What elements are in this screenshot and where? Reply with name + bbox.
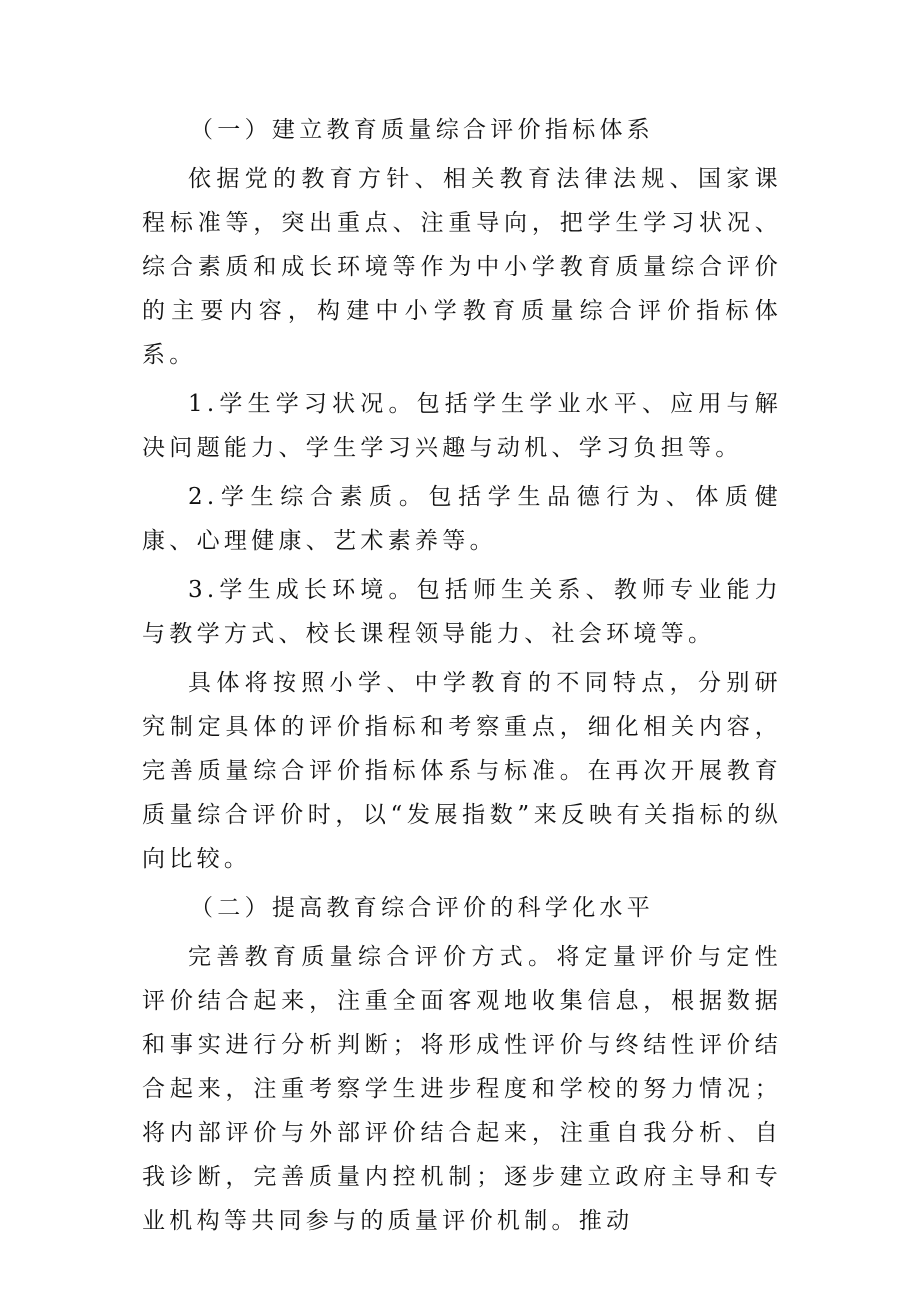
- paragraph-1: 依据党的教育方针、相关教育法律法规、国家课程标准等，突出重点、注重导向，把学生学习状况、综合素质和成长环境等作为中小学教育质量综合评价的主要内容，构建中小学教育质量综合评价指标体系。: [142, 166, 782, 368]
- paragraph-3: 完善教育质量综合评价方式。将定量评价与定性评价结合起来，注重全面客观地收集信息，根据数据和事实进行分析判断；将形成性评价与终结性评价结合起来，注重考察学生进步程度和学校的努力情况；将内部评价与外部评价结合起来，注重自我分析、自我诊断，完善质量内控机制；逐步建立政府主导和专业机构等共同参与的质量评价机制。推动: [142, 944, 782, 1234]
- paragraph-2: 具体将按照小学、中学教育的不同特点，分别研究制定具体的评价指标和考察重点，细化相关内容，完善质量综合评价指标体系与标准。在再次开展教育质量综合评价时，以“发展指数”来反映有关指标的纵向比较。: [142, 670, 782, 872]
- list-item-1: 1.学生学习状况。包括学生学业水平、应用与解决问题能力、学生学习兴趣与动机、学习负担等。: [142, 391, 782, 461]
- document-body: [142, 108, 782, 1248]
- list-item-3: 3.学生成长环境。包括师生关系、教师专业能力与教学方式、校长课程领导能力、社会环境等。: [142, 577, 782, 647]
- section-heading-2: （二）提高教育综合评价的科学化水平: [190, 895, 655, 921]
- list-item-2: 2.学生综合素质。包括学生品德行为、体质健康、心理健康、艺术素养等。: [142, 484, 782, 554]
- section-heading-1: （一）建立教育质量综合评价指标体系: [190, 117, 655, 143]
